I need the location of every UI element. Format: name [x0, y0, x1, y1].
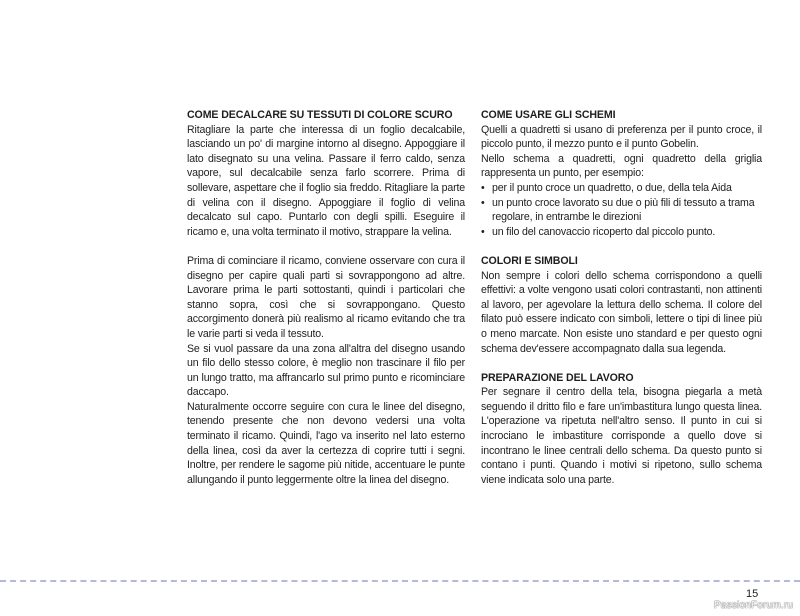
paragraph: Nello schema a quadretti, ogni quadretto della griglia rappresenta un punto, per esempio:	[481, 152, 762, 180]
left-column	[187, 108, 465, 502]
paragraph: Naturalmente occorre seguire con cura le linee del disegno, tenendo presente che non devono vedersi una volta terminato il ricamo. Quindi, l'ago va inserito nel lato esterno della linea, così da aver la certezza di coprire tutti i segni. Inoltre, per rendere le sagome più nitide, accentuare le punte allungando il punto leggermente oltre la linea del disegno.	[187, 400, 465, 486]
paragraph: Se si vuol passare da una zona all'altra del disegno usando un filo dello stesso colore, è meglio non trascinare il filo per un lungo tratto, ma affrancarlo sul primo punto e ricominciare daccapo.	[187, 342, 465, 399]
section-schemi	[481, 108, 762, 239]
footer-dashed-divider	[0, 580, 800, 582]
list-item	[481, 196, 762, 225]
paragraph: Prima di cominciare il ricamo, conviene osservare con cura il disegno per capire quali parti si sovrappongono ad altre. Lavorare prima le parti sottostanti, quindi i particolari che stanno sopra, così che si sovrappongano. Questo accorgimento donerà più realismo al ricamo evitando che tra le varie parti si veda il tessuto.	[187, 254, 465, 340]
list-item-text: un filo del canovaccio ricoperto dal piccolo punto.	[492, 225, 716, 238]
paragraph: Quelli a quadretti si usano di preferenza per il punto croce, il piccolo punto, il mezzo punto e il punto Gobelin.	[481, 123, 762, 151]
right-column	[481, 108, 762, 502]
section-heading: PREPARAZIONE DEL LAVORO	[481, 371, 634, 384]
section-preparazione	[481, 371, 762, 488]
section-text: Non sempre i colori dello schema corrispondono a quelli effettivi: a volte vengono usati colori contrastanti, non attinenti al lavoro, per agevolare la lettura dello schema. Il colore del filato può essere indicato con simboli, lettere o tipi di linee più o meno marcate. Non esiste uno standard e per questo ogni schema dev'essere accompagnato dalla sua legenda.	[481, 269, 762, 355]
list-item-text: per il punto croce un quadretto, o due, della tela Aida	[492, 181, 732, 194]
section-heading: COLORI E SIMBOLI	[481, 254, 578, 267]
page-number: 15	[746, 588, 759, 600]
section-heading: COME USARE GLI SCHEMI	[481, 109, 616, 121]
list-item	[481, 225, 762, 240]
section-text: Per segnare il centro della tela, bisogna piegarla a metà seguendo il dritto filo e fare un'imbastitura lungo questa linea. L'operazione va ripetuta nell'altro senso. Il punto in cui si incrociano le imbastiture corrisponde a quello dove si incontrano le linee centrali dello schema. Da questo punto si contano i punti. Quando i motivi si ripetono, sullo schema viene indicata solo una parte.	[481, 386, 762, 486]
bullet-icon: •	[481, 225, 485, 238]
list-item	[481, 181, 762, 196]
section-decalcare	[187, 108, 465, 239]
watermark: PassionForum.ru	[714, 600, 794, 611]
section-ricamo-tips	[187, 254, 465, 488]
section-heading: COME DECALCARE SU TESSUTI DI COLORE SCURO	[187, 109, 453, 121]
bullet-icon: •	[481, 196, 485, 209]
bullet-list	[481, 181, 762, 239]
bullet-icon: •	[481, 181, 485, 194]
section-colori-simboli	[481, 254, 762, 356]
list-item-text: un punto croce lavorato su due o più fili di tessuto a trama regolare, in entrambe le direzioni	[492, 196, 755, 224]
section-text: Ritagliare la parte che interessa di un foglio decalcabile, lasciando un po' di margine intorno al disegno. Appoggiare il lato disegnato su una velina. Passare il ferro caldo, senza vapore, sul decalcabile senza farlo scorrere. Prima di sollevare, aspettare che il foglio sia freddo. Ritagliare la parte di velina con il disegno. Appoggiare il foglio di velina decalcato sul capo. Puntarlo con degli spilli. Eseguire il ricamo e, una volta terminato il motivo, strappare la velina.	[187, 123, 465, 238]
